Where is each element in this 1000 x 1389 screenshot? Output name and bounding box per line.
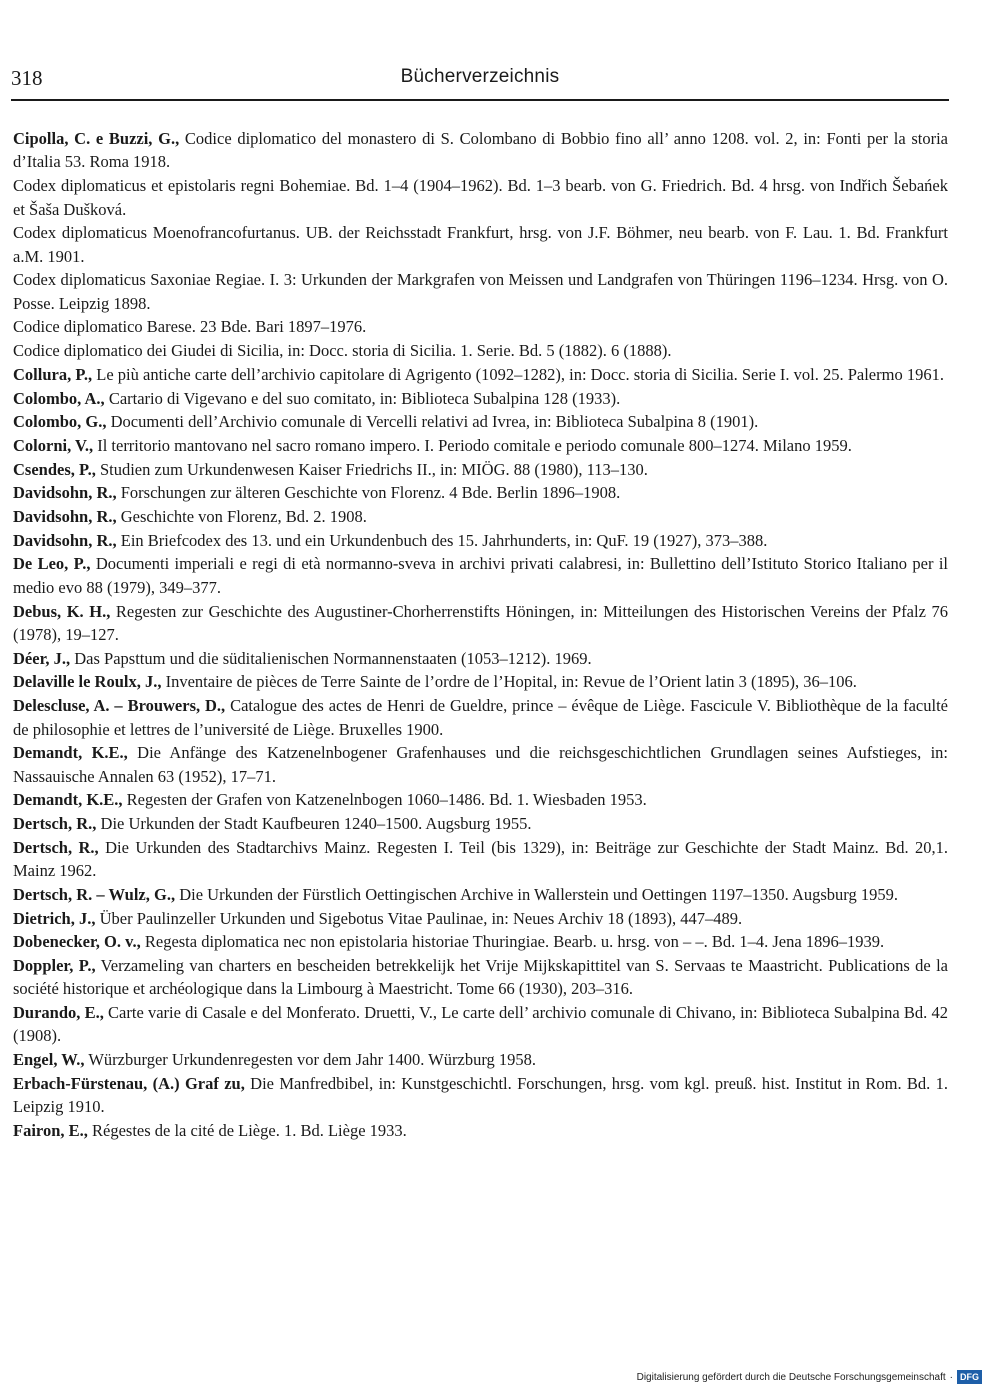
entry-text: Ein Briefcodex des 13. und ein Urkundenbuch des 15. Jahrhunderts, in: QuF. 19 (1927), 373–388. (116, 530, 768, 550)
bibliography-entry (13, 954, 948, 1001)
bibliography-entry (13, 1072, 948, 1119)
entry-text: Codex diplomaticus Moenofrancofurtanus. UB. der Reichsstadt Frankfurt, hrsg. von J.F. Böhmer, neu bearb. von F. Lau. 1. Bd. Frankfurt a.M. 1901. (13, 223, 948, 266)
entry-author: Fairon, E., (13, 1120, 88, 1140)
entry-text: Codex diplomaticus et epistolaris regni Bohemiae. Bd. 1–4 (1904–1962). Bd. 1–3 bearb. von G. Friedrich. Bd. 4 hrsg. von Indřich Šebańek et Šaša Dušková. (13, 176, 948, 219)
entry-text: Cartario di Vigevano e del suo comitato, in: Biblioteca Subalpina 128 (1933). (104, 388, 621, 408)
entry-text: Inventaire de pièces de Terre Sainte de l’ordre de l’Hopital, in: Revue de l’Orient latin 3 (1895), 36–106. (161, 672, 857, 692)
entry-text: Die Urkunden des Stadtarchivs Mainz. Regesten I. Teil (bis 1329), in: Beiträge zur Geschichte der Stadt Mainz. Bd. 20,1. Mainz 1962. (13, 837, 948, 881)
entry-author: Dobenecker, O. v., (13, 932, 141, 952)
bibliography-entry (13, 174, 948, 221)
entry-author: Debus, K. H., (13, 601, 111, 621)
entry-text: Die Urkunden der Fürstlich Oettingischen Archive in Wallerstein und Oettingen 1197–1350. Augsburg 1959. (175, 884, 898, 904)
dfg-logo: DFG (957, 1370, 982, 1384)
bibliography-entry (13, 883, 948, 906)
entry-author: Davidsohn, R., (13, 507, 117, 527)
bibliography-entry (13, 505, 948, 528)
entry-text: Studien zum Urkundenwesen Kaiser Friedrichs II., in: MIÖG. 88 (1980), 113–130. (95, 459, 648, 479)
entry-text: Regesten der Grafen von Katzenelnbogen 1060–1486. Bd. 1. Wiesbaden 1953. (122, 790, 647, 810)
entry-text: Codice diplomatico dei Giudei di Sicilia, in: Docc. storia di Sicilia. 1. Serie. Bd. 5 (1882). 6 (1888). (13, 341, 672, 361)
entry-text: Über Paulinzeller Urkunden und Sigebotus Vitae Paulinae, in: Neues Archiv 18 (1893), 447–489. (95, 908, 743, 928)
entry-text: Catalogue des actes de Henri de Gueldre, prince – évêque de Liège. Fascicule V. Bibliothèque de la faculté de philosophie et lettres de l’université de Liège. Bruxelles 1900. (13, 696, 948, 739)
entry-author: Davidsohn, R., (13, 530, 117, 550)
entry-author: Davidsohn, R., (13, 483, 117, 503)
entry-text: Die Urkunden der Stadt Kaufbeuren 1240–1500. Augsburg 1955. (96, 814, 532, 834)
bibliography-entry (13, 339, 948, 362)
bibliography-entry (13, 600, 948, 647)
entry-author: Dertsch, R., (13, 837, 99, 857)
entry-text: Das Papsttum und die süditalienischen Normannenstaaten (1053–1212). 1969. (70, 648, 592, 668)
entry-text: Die Manfredbibel, in: Kunstgeschichtl. Forschungen, hrsg. vom kgl. preuß. hist. Institut in Rom. Bd. 1. Leipzig 1910. (13, 1073, 948, 1117)
entry-text: Würzburger Urkundenregesten vor dem Jahr 1400. Würzburg 1958. (84, 1050, 537, 1070)
bibliography-entry (13, 836, 948, 883)
entry-author: Dertsch, R., (13, 814, 97, 834)
bibliography-entry (13, 363, 948, 386)
entry-text: Verzameling van charters en bescheiden betrekkelijk het Vrije Mijkskapittitel van S. Servaas te Maastricht. Publications de la société historique et archéologique dans la Limbourg à Maestricht. Tome 66 (1930), 203–316. (13, 955, 948, 999)
bibliography-entry (13, 907, 948, 930)
entry-author: Erbach-Fürstenau, (A.) Graf zu, (13, 1073, 245, 1093)
bibliography-entry (13, 268, 948, 315)
entry-text: Documenti dell’Archivio comunale di Vercelli relativi ad Ivrea, in: Biblioteca Subalpina 8 (1901). (106, 412, 759, 432)
entry-author: Déer, J., (13, 648, 71, 668)
running-title: Bücherverzeichnis (400, 66, 560, 87)
entry-author: Cipolla, C. e Buzzi, G., (13, 129, 180, 148)
entry-author: Doppler, P., (13, 955, 96, 975)
bibliography-entry (13, 458, 948, 481)
bibliography-entry (13, 694, 948, 741)
entry-text: Regesta diplomatica nec non epistolaria historiae Thuringiae. Bearb. u. hrsg. von – –. Bd. 1–4. Jena 1896–1939. (140, 932, 885, 952)
entry-author: Colombo, A., (13, 388, 105, 408)
bibliography-entry (13, 387, 948, 410)
bibliography-entry (13, 812, 948, 835)
entry-author: De Leo, P., (13, 554, 91, 574)
bibliography-entry (13, 1001, 948, 1048)
bibliography-entry (13, 741, 948, 788)
bibliography-entry (13, 481, 948, 504)
bibliography-entry (13, 670, 948, 693)
entry-author: Delescluse, A. – Brouwers, D., (13, 696, 226, 716)
entry-author: Dietrich, J., (13, 908, 96, 928)
bibliography-entry (13, 788, 948, 811)
bibliography-entry (13, 930, 948, 953)
entry-author: Colombo, G., (13, 412, 107, 432)
header-rule (11, 99, 949, 101)
bibliography-entry (13, 434, 948, 457)
entry-text: Codice diplomatico Barese. 23 Bde. Bari 1897–1976. (13, 317, 367, 337)
footer: Digitalisierung gefördert durch die Deutsche Forschungsgemeinschaft · DFG (637, 1370, 982, 1384)
entry-text: Forschungen zur älteren Geschichte von Florenz. 4 Bde. Berlin 1896–1908. (116, 483, 621, 503)
entry-author: Engel, W., (13, 1050, 85, 1070)
entry-author: Delaville le Roulx, J., (13, 672, 162, 692)
bibliography-list (13, 127, 948, 1143)
bibliography-entry (13, 127, 948, 174)
bibliography-entry (13, 410, 948, 433)
bibliography-entry (13, 1048, 948, 1071)
bibliography-entry (13, 529, 948, 552)
entry-author: Csendes, P., (13, 459, 96, 479)
bibliography-entry (13, 315, 948, 338)
entry-text: Carte varie di Casale e del Monferato. Druetti, V., Le carte dell’ archivio comunale di Chivano, in: Biblioteca Subalpina Bd. 42 (1908). (13, 1003, 949, 1046)
entry-author: Collura, P., (13, 364, 93, 384)
entry-text: Documenti imperiali e regi di età normanno-sveva in archivi privati calabresi, in: Bullettino dell’Istituto Storico Italiano per il medio evo 88 (1979), 349–377. (13, 554, 948, 597)
bibliography-entry (13, 552, 948, 599)
page-number: 318 (11, 66, 43, 90)
entry-author: Demandt, K.E., (13, 743, 128, 763)
entry-text: Régestes de la cité de Liège. 1. Bd. Liège 1933. (87, 1120, 407, 1140)
entry-author: Colorni, V., (13, 435, 94, 455)
entry-author: Durando, E., (13, 1003, 104, 1023)
page-header (11, 64, 949, 98)
entry-text: Codice diplomatico del monastero di S. Colombano di Bobbio fino all’ anno 1208. vol. 2, in: Fonti per la storia d’Italia 53. Roma 1918. (13, 129, 948, 172)
bibliography-entry (13, 221, 948, 268)
entry-text: Geschichte von Florenz, Bd. 2. 1908. (116, 507, 367, 527)
bibliography-entry (13, 1119, 948, 1142)
entry-text: Codex diplomaticus Saxoniae Regiae. I. 3: Urkunden der Markgrafen von Meissen und Landgrafen von Thüringen 1196–1234. Hrsg. von O. Posse. Leipzig 1898. (13, 270, 948, 313)
entry-text: Die Anfänge des Katzenelnbogener Grafenhauses und die reichsgeschichtlichen Grundlagen seines Aufstieges, in: Nassauische Annalen 63 (1952), 17–71. (13, 743, 949, 786)
entry-author: Dertsch, R. – Wulz, G., (13, 884, 176, 904)
entry-text: Regesten zur Geschichte des Augustiner-Chorherrenstifts Höningen, in: Mitteilungen des Historischen Vereins der Pfalz 76 (1978), 19–127. (13, 601, 948, 644)
entry-text: Il territorio mantovano nel sacro romano impero. I. Periodo comitale e periodo comunale 800–1274. Milano 1959. (93, 435, 852, 455)
entry-text: Le più antiche carte dell’archivio capitolare di Agrigento (1092–1282), in: Docc. storia di Sicilia. Serie I. vol. 25. Palermo 1961. (92, 364, 944, 384)
bibliography-entry (13, 647, 948, 670)
digitization-credit: Digitalisierung gefördert durch die Deutsche Forschungsgemeinschaft (636, 1371, 946, 1383)
entry-author: Demandt, K.E., (13, 790, 123, 810)
